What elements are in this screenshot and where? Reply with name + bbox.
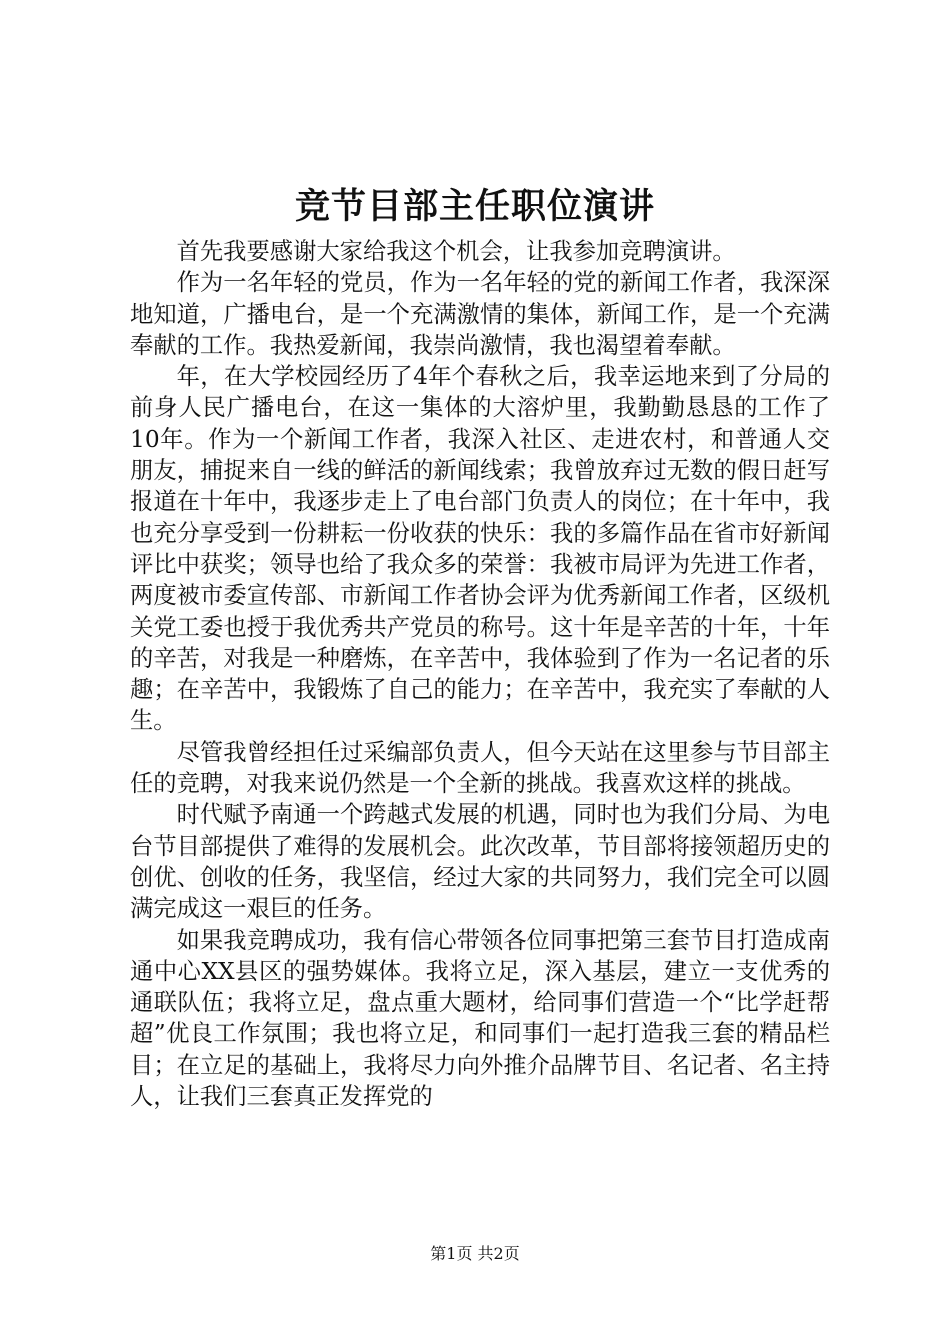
paragraph-4: 尽管我曾经担任过采编部负责人，但今天站在这里参与节目部主任的竞聘，对我来说仍然是一个全新的挑战。我喜欢这样的挑战。 (130, 738, 830, 798)
paragraph-6: 如果我竞聘成功，我有信心带领各位同事把第三套节目打造成南通中心XX县区的强势媒体。我将立足，深入基层，建立一支优秀的通联队伍；我将立足，盘点重大题材，给同事们营造一个“比学赶帮超”优良工作氛围；我也将立足，和同事们一起打造我三套的精品栏目；在立足的基础上，我将尽力向外推介品牌节目、名记者、名主持人，让我们三套真正发挥党的 (130, 926, 830, 1111)
document-title: 竞节目部主任职位演讲 (294, 186, 655, 227)
paragraph-3: 年，在大学校园经历了4年个春秋之后，我幸运地来到了分局的前身人民广播电台，在这一集体的大溶炉里，我勤勤恳恳的工作了10年。作为一个新闻工作者，我深入社区、走进农村，和普通人交朋友，捕捉来自一线的鲜活的新闻线索；我曾放弃过无数的假日赶写报道在十年中，我逐步走上了电台部门负责人的岗位；在十年中，我也充分享受到一份耕耘一份收获的快乐：我的多篇作品在省市好新闻评比中获奖；领导也给了我众多的荣誉：我被市局评为先进工作者，两度被市委宣传部、市新闻工作者协会评为优秀新闻工作者，区级机关党工委也授于我优秀共产党员的称号。这十年是辛苦的十年，十年的辛苦，对我是一种磨炼，在辛苦中，我体验到了作为一名记者的乐趣；在辛苦中，我锻炼了自己的能力；在辛苦中，我充实了奉献的人生。 (130, 363, 830, 735)
paragraph-2: 作为一名年轻的党员，作为一名年轻的党的新闻工作者，我深深地知道，广播电台，是一个充满激情的集体，新闻工作，是一个充满奉献的工作。我热爱新闻，我崇尚激情，我也渴望着奉献。 (130, 269, 830, 359)
paragraph-5: 时代赋予南通一个跨越式发展的机遇，同时也为我们分局、为电台节目部提供了难得的发展机会。此次改革，节目部将接领超历史的创优、创收的任务，我坚信，经过大家的共同努力，我们完全可以圆满完成这一艰巨的任务。 (130, 801, 830, 923)
document-body (130, 236, 830, 1112)
paragraph-1: 首先我要感谢大家给我这个机会，让我参加竞聘演讲。 (176, 238, 736, 265)
page-number-footer: 第1页 共2页 (430, 1244, 520, 1263)
